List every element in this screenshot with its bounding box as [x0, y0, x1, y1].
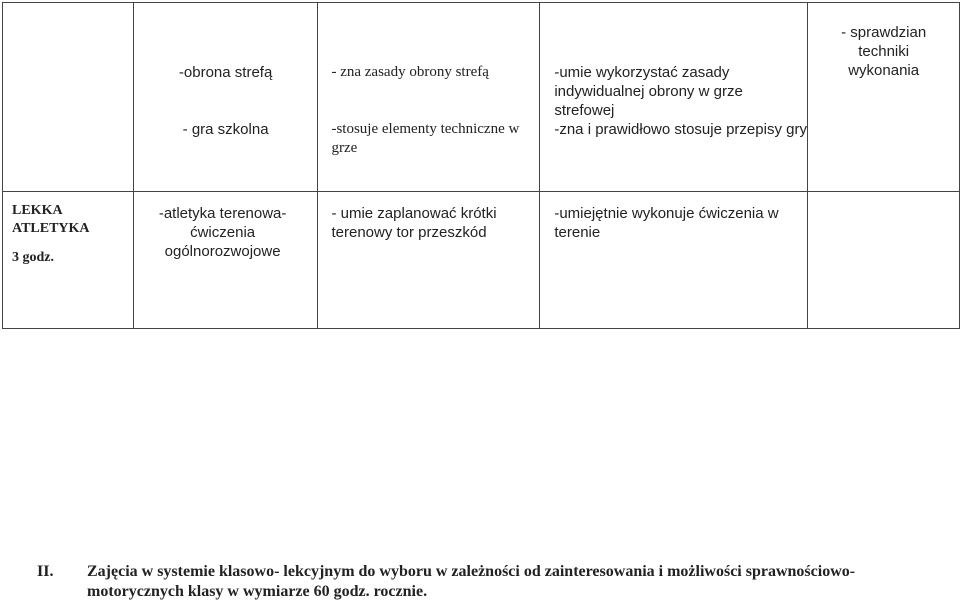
hours-label: 3 godz. [12, 250, 54, 265]
cell-text: terenie [554, 224, 601, 241]
table-row [3, 192, 960, 329]
table-cell [540, 192, 808, 329]
table-cell [808, 192, 960, 329]
cell-text: - zna zasady obrony strefą [331, 64, 489, 80]
cell-text: -umie wykorzystać zasady [554, 64, 730, 81]
table-cell [318, 192, 540, 329]
cell-text: - umie zaplanować krótki [331, 205, 497, 222]
table-cell [808, 3, 960, 192]
cell-text: wykonania [848, 62, 920, 79]
cell-text: -atletyka terenowa- [158, 205, 287, 222]
cell-text: techniki [858, 43, 910, 60]
cell-text: - sprawdzian [841, 24, 927, 41]
cell-text: -stosuje elementy techniczne w [331, 121, 520, 137]
cell-text: strefowej [554, 102, 615, 119]
description-line: motorycznych klasy w wymiarze 60 godz. rocznie. [87, 583, 428, 600]
cell-text: grze [331, 140, 358, 156]
table-cell [540, 3, 808, 192]
cell-text: -obrona strefą [178, 64, 273, 81]
cell-text: ćwiczenia [190, 224, 256, 241]
section-name: ATLETYKA [12, 221, 90, 236]
table-row [3, 3, 960, 192]
cell-text: - gra szkolna [182, 121, 269, 138]
cell-text: ogólnorozwojowe [164, 243, 281, 260]
cell-text: -umiejętnie wykonuje ćwiczenia w [554, 205, 779, 222]
table-cell [133, 3, 318, 192]
curriculum-table [2, 2, 960, 329]
cell-text: indywidualnej obrony w grze [554, 83, 743, 100]
table-cell [3, 3, 134, 192]
section-description [87, 562, 960, 602]
table-cell [318, 3, 540, 192]
cell-text: -zna i prawidłowo stosuje przepisy gry [554, 121, 807, 138]
section-name: LEKKA [12, 203, 63, 218]
table-cell [3, 192, 134, 329]
description-line: Zajęcia w systemie klasowo- lekcyjnym do wyboru w zależności od zainteresowania i możliwości sprawnościowo- [87, 563, 856, 580]
table-cell [133, 192, 318, 329]
section-number: II. [37, 563, 54, 580]
cell-text: terenowy tor przeszkód [331, 224, 487, 241]
